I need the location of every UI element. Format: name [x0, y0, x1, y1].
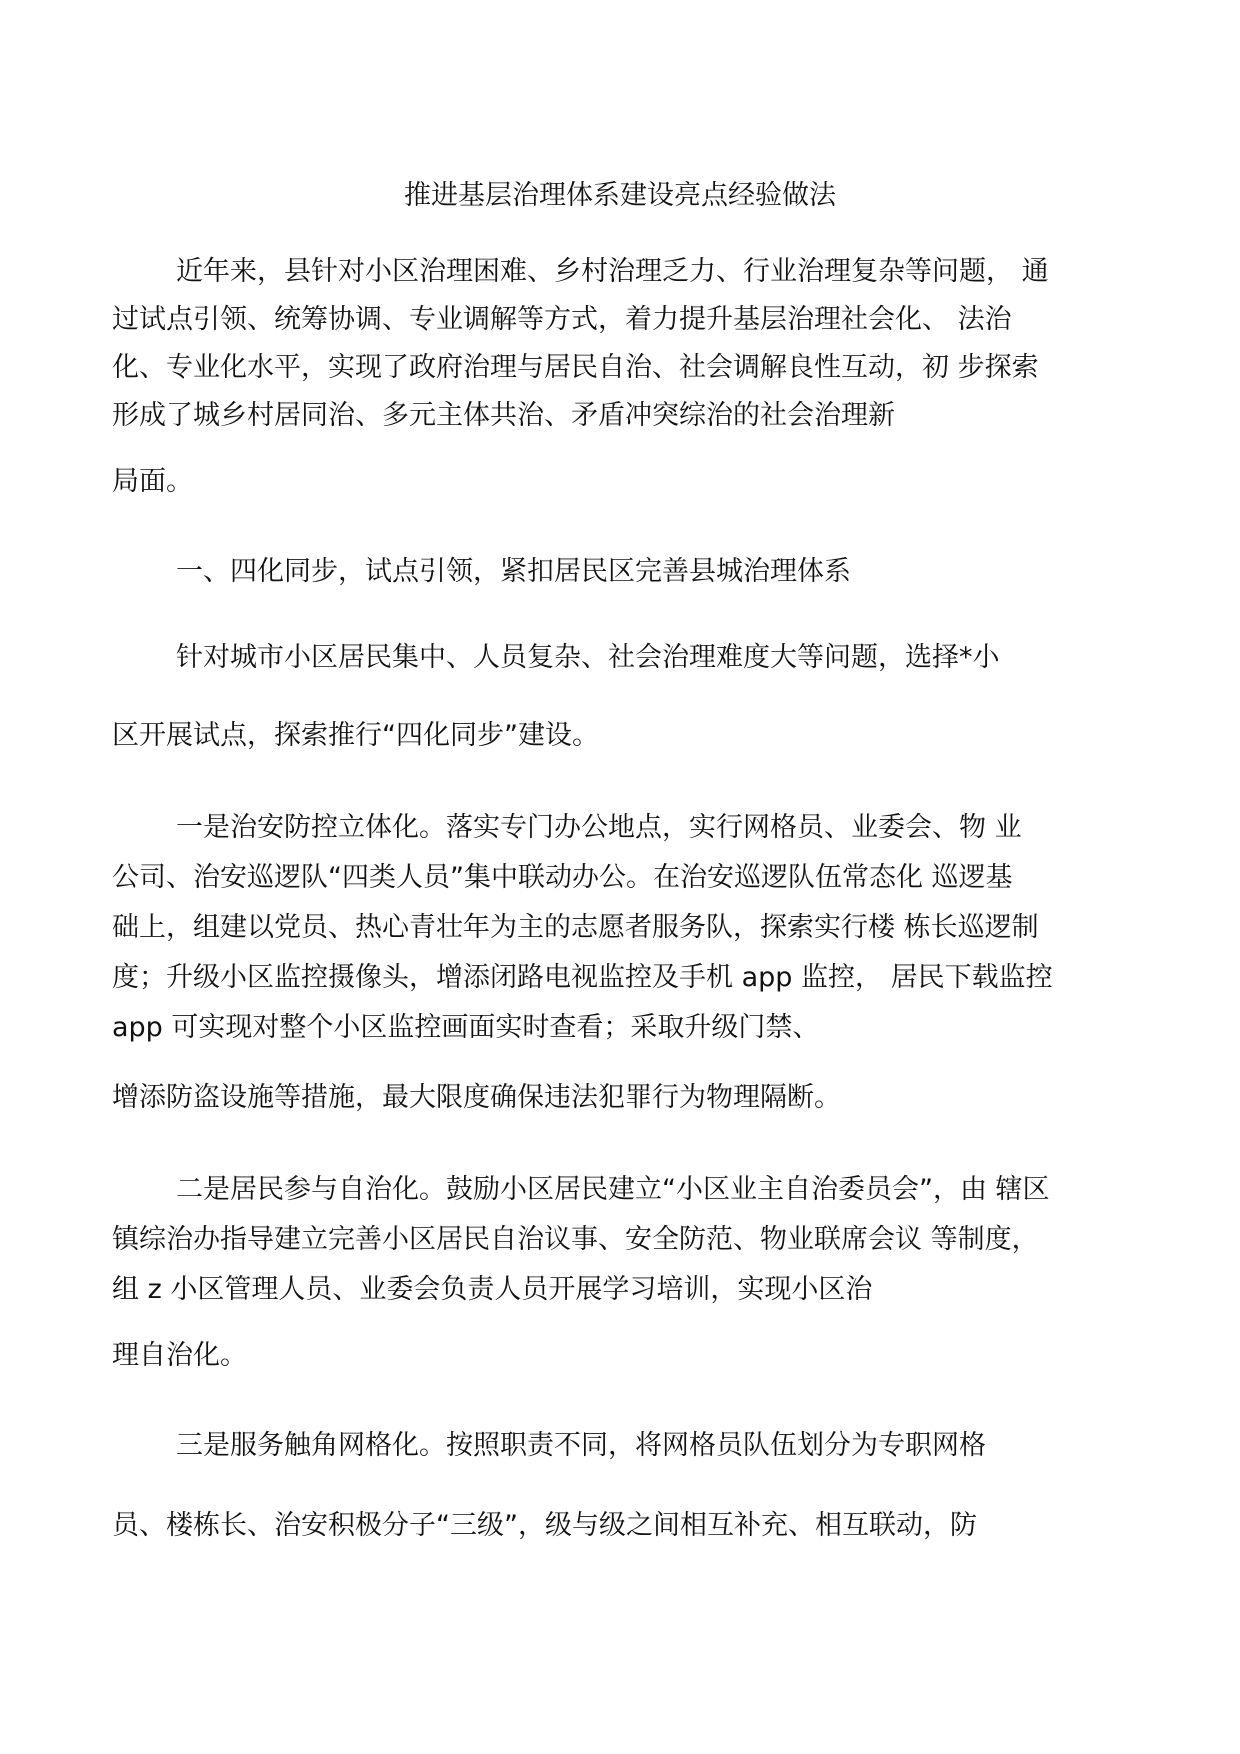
intro-line-3: 化、专业化水平，实现了政府治理与居民自治、社会调解良性互动，初 步探索: [112, 352, 1039, 383]
section1-intro-line-2: 区开展试点，探索推行“四化同步”建设。: [112, 720, 599, 751]
point1-line-6: 增添防盗设施等措施，最大限度确保违法犯罪行为物理隔断。: [112, 1082, 841, 1113]
point3-line-1: 三是服务触角网格化。按照职责不同，将网格员队伍划分为专职网格: [176, 1430, 986, 1461]
section1-intro-line-1: 针对城市小区居民集中、人员复杂、社会治理难度大等问题，选择*小: [176, 642, 1000, 673]
section1-heading: 一、四化同步，试点引领，紧扣居民区完善县城治理体系: [176, 556, 851, 587]
point2-line-1: 二是居民参与自治化。鼓励小区居民建立“小区业主自治委员会”，由 辖区: [176, 1174, 1050, 1205]
document-title: 推进基层治理体系建设亮点经验做法: [404, 180, 836, 211]
point1-line-1: 一是治安防控立体化。落实专门办公地点，实行网格员、业委会、物 业: [176, 812, 1022, 843]
intro-line-1: 近年来，县针对小区治理困难、乡村治理乏力、行业治理复杂等问题， 通: [176, 256, 1049, 287]
point1-line-3: 础上，组建以党员、热心青壮年为主的志愿者服务队，探索实行楼 栋长巡逻制: [112, 912, 1039, 943]
point2-line-3: 组 z 小区管理人员、业委会负责人员开展学习培训，实现小区治: [112, 1274, 873, 1305]
point1-line-4: 度；升级小区监控摄像头，增添闭路电视监控及手机 app 监控， 居民下载监控: [112, 962, 1053, 993]
intro-line-2: 过试点引领、统筹协调、专业调解等方式，着力提升基层治理社会化、 法治: [112, 304, 1012, 335]
intro-line-4: 形成了城乡村居同治、多元主体共治、矛盾冲突综治的社会治理新: [112, 400, 895, 431]
point3-line-2: 员、楼栋长、治安积极分子“三级”，级与级之间相互补充、相互联动，防: [112, 1510, 977, 1541]
point1-line-2: 公司、治安巡逻队“四类人员”集中联动办公。在治安巡逻队伍常态化 巡逻基: [112, 862, 1013, 893]
point2-line-4: 理自治化。: [112, 1340, 247, 1371]
point1-line-5: app 可实现对整个小区监控画面实时查看；采取升级门禁、: [112, 1012, 820, 1043]
point2-line-2: 镇综治办指导建立完善小区居民自治议事、安全防范、物业联席会议 等制度，: [112, 1224, 1039, 1255]
intro-line-5: 局面。: [112, 466, 193, 497]
